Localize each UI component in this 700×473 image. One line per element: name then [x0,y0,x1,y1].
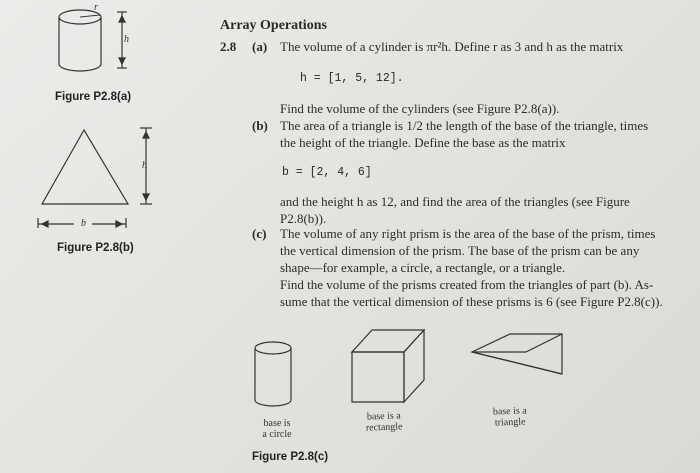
fig-a-r-label: r [94,2,98,13]
cylinder-prism [252,338,312,418]
part-b-line-4: P2.8(b)). [280,211,327,226]
fig-c-caption: Figure P2.8(c) [252,451,329,463]
part-c-label: (c) [252,226,267,241]
circle-caption-line-2: a circle [262,429,292,440]
part-a-code: h = [1, 5, 12]. [300,72,404,85]
part-b-line-1: The area of a triangle is 1/2 the length of the base of the triangle, times [280,118,649,133]
fig-b-caption: Figure P2.8(b) [57,242,134,254]
problem-number: 2.8 [220,39,237,54]
fig-c-tri-caption [482,405,539,429]
rect-caption-line-2: rectangle [365,421,403,434]
fig-a-caption: Figure P2.8(a) [55,91,132,103]
part-c-line-5: sume that the vertical dimension of these prisms is 6 (see Figure P2.8(c)). [280,294,663,309]
fig-b-b-label: b [81,218,86,229]
tri-caption-line-2: triangle [494,416,526,429]
part-b-line-3: and the height h as 12, and find the area of the triangles (see Figure [280,194,630,209]
rectangular-prism [348,326,438,406]
part-b-label: (b) [252,118,268,133]
circle-caption-line-1: base is [263,418,291,429]
part-c-line-2: the vertical dimension of the prism. The base of the prism can be any [280,243,640,258]
rect-caption-line-1: base is a [366,410,401,423]
part-c-line-4: Find the volume of the prisms created from the triangles of part (b). As- [280,277,654,292]
part-a-text-2: Find the volume of the cylinders (see Figure P2.8(a)). [280,101,560,116]
part-b-code: b = [2, 4, 6] [282,166,372,179]
part-a-text: The volume of a cylinder is πr²h. Define r as 3 and h as the matrix [280,39,624,54]
fig-c-rect-caption [354,410,415,434]
triangle-figure-b [34,124,154,234]
tri-caption-line-1: base is a [492,405,527,418]
fig-c-circle-caption [252,418,302,440]
fig-b-h-label: h [142,160,147,171]
part-c-line-1: The volume of any right prism is the area of the base of the prism, times [280,226,656,241]
fig-a-h-label: h [124,34,129,45]
triangular-prism [468,330,578,390]
part-a-label: (a) [252,39,268,54]
section-heading: Array Operations [220,18,327,33]
part-c-line-3: shape—for example, a circle, a rectangle, or a triangle. [280,260,566,275]
part-b-line-2: the height of the triangle. Define the base as the matrix [280,135,566,150]
